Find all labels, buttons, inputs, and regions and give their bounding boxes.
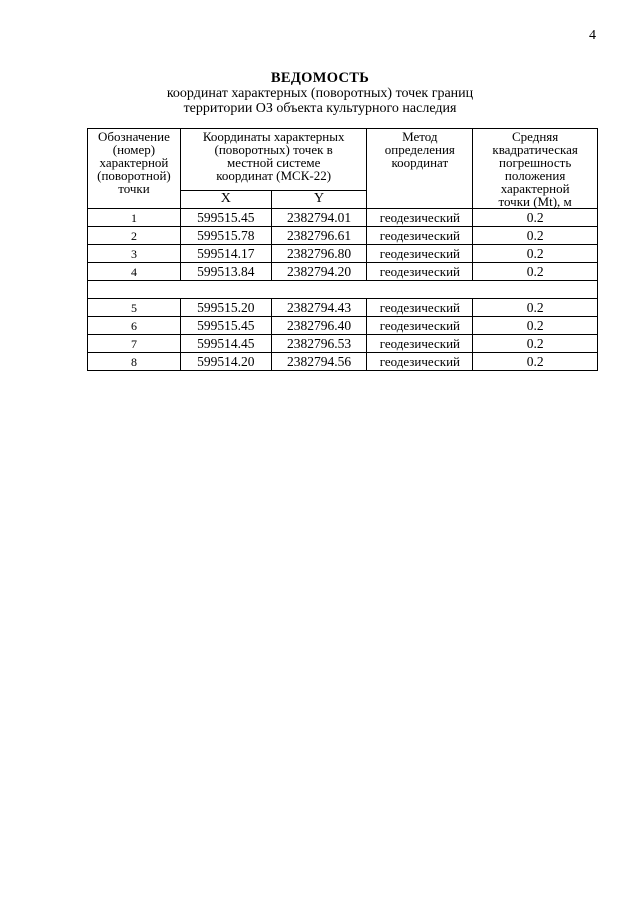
method-cell: геодезический	[367, 299, 473, 317]
point-number-cell: 5	[88, 299, 181, 317]
document-title: ВЕДОМОСТЬ	[270, 70, 370, 86]
table-separator	[88, 281, 598, 299]
header-error	[473, 129, 598, 209]
header-line: положения	[504, 168, 566, 183]
header-line: точки	[118, 181, 150, 196]
header-line: Обозначение	[98, 129, 170, 144]
separator-cell	[88, 281, 598, 299]
header-y: Y	[271, 191, 367, 209]
header-line: (номер)	[112, 142, 156, 157]
table-row	[88, 209, 598, 227]
table-row	[88, 227, 598, 245]
table-row	[88, 317, 598, 335]
coordinates-table	[87, 128, 598, 371]
header-line: (поворотных) точек в	[214, 142, 333, 157]
page-number: 4	[589, 28, 596, 43]
header-line: характерной	[99, 155, 169, 170]
table-row	[88, 299, 598, 317]
y-coordinate-cell: 2382794.01	[271, 209, 367, 227]
method-cell: геодезический	[367, 335, 473, 353]
header-line: (поворотной)	[97, 168, 171, 183]
table-group-2	[88, 299, 598, 371]
x-coordinate-cell: 599514.17	[180, 245, 271, 263]
table-row	[88, 245, 598, 263]
header-method	[367, 129, 473, 209]
header-line: погрешность	[499, 155, 572, 170]
point-number-cell: 6	[88, 317, 181, 335]
y-coordinate-cell: 2382794.56	[271, 353, 367, 371]
table-row	[88, 263, 598, 281]
header-line: характерной	[500, 181, 570, 196]
method-cell: геодезический	[367, 209, 473, 227]
table-group-1	[88, 209, 598, 281]
error-cell: 0.2	[473, 353, 598, 371]
method-cell: геодезический	[367, 263, 473, 281]
point-number-cell: 4	[88, 263, 181, 281]
y-coordinate-cell: 2382794.43	[271, 299, 367, 317]
x-coordinate-cell: 599514.45	[180, 335, 271, 353]
header-line: Средняя	[511, 129, 559, 144]
y-coordinate-cell: 2382796.40	[271, 317, 367, 335]
point-number-cell: 2	[88, 227, 181, 245]
y-coordinate-cell: 2382796.53	[271, 335, 367, 353]
method-cell: геодезический	[367, 245, 473, 263]
method-cell: геодезический	[367, 353, 473, 371]
error-cell: 0.2	[473, 245, 598, 263]
header-line: определения	[384, 142, 455, 157]
point-number-cell: 1	[88, 209, 181, 227]
y-coordinate-cell: 2382796.61	[271, 227, 367, 245]
header-line: местной системе	[226, 155, 321, 170]
table-row	[88, 353, 598, 371]
y-coordinate-cell: 2382796.80	[271, 245, 367, 263]
header-designation	[88, 129, 181, 209]
header-coordinates	[180, 129, 367, 191]
point-number-cell: 3	[88, 245, 181, 263]
error-cell: 0.2	[473, 209, 598, 227]
header-x: X	[180, 191, 271, 209]
header-line: Координаты характерных	[202, 129, 345, 144]
x-coordinate-cell: 599514.20	[180, 353, 271, 371]
title-block	[0, 70, 640, 116]
error-cell: 0.2	[473, 317, 598, 335]
header-line: Метод	[402, 129, 438, 144]
x-coordinate-cell: 599515.20	[180, 299, 271, 317]
header-line: координат (МСК-22)	[216, 168, 332, 183]
x-coordinate-cell: 599515.78	[180, 227, 271, 245]
error-cell: 0.2	[473, 299, 598, 317]
error-cell: 0.2	[473, 263, 598, 281]
x-coordinate-cell: 599515.45	[180, 209, 271, 227]
point-number-cell: 8	[88, 353, 181, 371]
point-number-cell: 7	[88, 335, 181, 353]
header-line: точки (Mt), м	[498, 194, 572, 209]
y-coordinate-cell: 2382794.20	[271, 263, 367, 281]
error-cell: 0.2	[473, 227, 598, 245]
document-subtitle-line1: координат характерных (поворотных) точек границ	[166, 86, 474, 101]
header-line: координат	[391, 155, 449, 170]
method-cell: геодезический	[367, 227, 473, 245]
x-coordinate-cell: 599515.45	[180, 317, 271, 335]
document-subtitle-line2: территории ОЗ объекта культурного наследия	[183, 101, 457, 116]
separator-row	[88, 281, 598, 299]
method-cell: геодезический	[367, 317, 473, 335]
table-row	[88, 335, 598, 353]
error-cell: 0.2	[473, 335, 598, 353]
header-line: квадратическая	[492, 142, 578, 157]
x-coordinate-cell: 599513.84	[180, 263, 271, 281]
